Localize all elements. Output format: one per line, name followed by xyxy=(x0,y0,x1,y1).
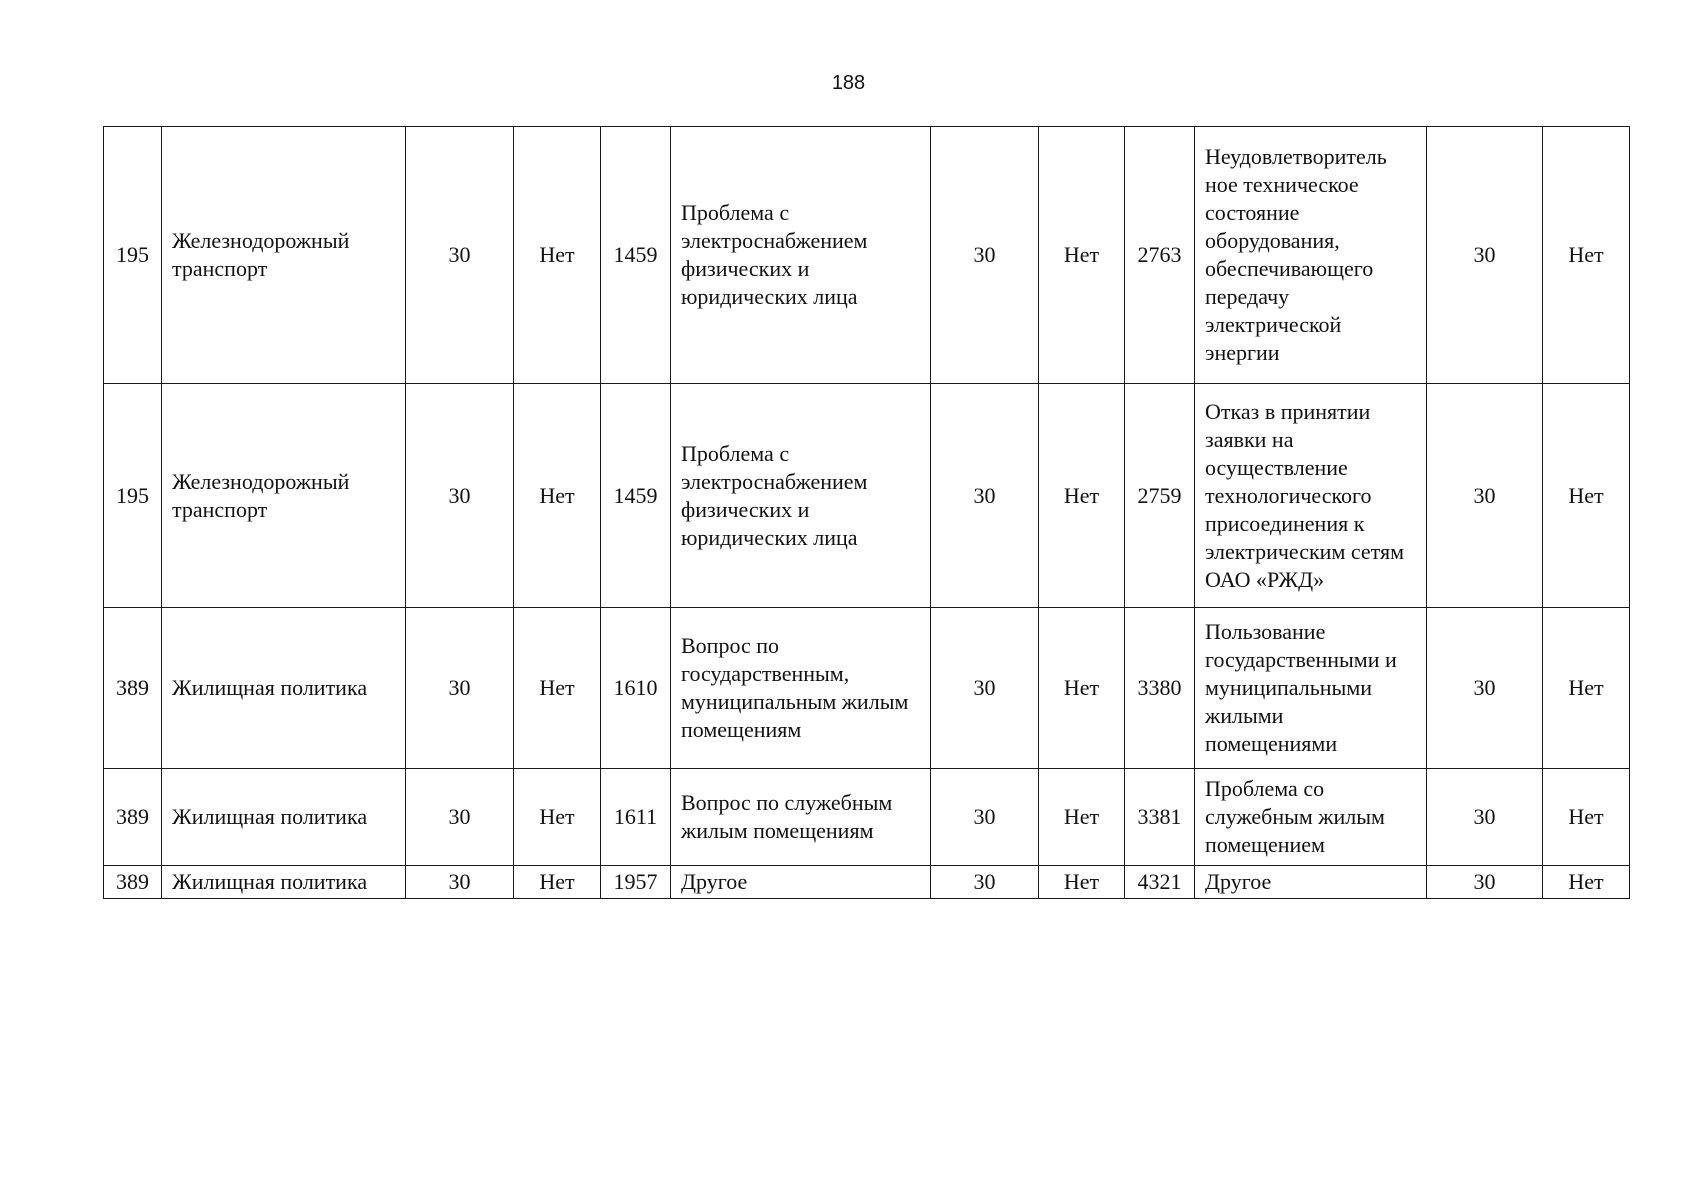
question-days-cell: 30 xyxy=(931,127,1039,384)
subquestion-flag-cell: Нет xyxy=(1543,384,1630,608)
question-days-cell: 30 xyxy=(931,769,1039,866)
subquestion-code-cell: 2759 xyxy=(1125,384,1195,608)
topic-code-cell: 389 xyxy=(104,769,162,866)
subquestion-name-cell: Пользование государственными и муниципальными жилыми помещениями xyxy=(1195,608,1427,769)
table-row xyxy=(104,769,1630,866)
question-name-cell: Проблема с электроснабжением физических и юридических лица xyxy=(671,127,931,384)
subquestion-days-cell: 30 xyxy=(1427,127,1543,384)
subquestion-name-cell: Другое xyxy=(1195,866,1427,899)
subquestion-flag-cell: Нет xyxy=(1543,127,1630,384)
question-code-cell: 1459 xyxy=(601,127,671,384)
question-flag-cell: Нет xyxy=(1039,608,1125,769)
topic-name-cell: Жилищная политика xyxy=(162,608,406,769)
topic-flag-cell: Нет xyxy=(514,866,601,899)
table-row xyxy=(104,866,1630,899)
question-flag-cell: Нет xyxy=(1039,127,1125,384)
subquestion-code-cell: 3381 xyxy=(1125,769,1195,866)
question-days-cell: 30 xyxy=(931,866,1039,899)
subquestion-name-cell: Неудовлетворитель ное техническое состояние оборудования, обеспечивающего передачу электрической энергии xyxy=(1195,127,1427,384)
question-name-cell: Вопрос по государственным, муниципальным жилым помещениям xyxy=(671,608,931,769)
question-name-cell: Проблема с электроснабжением физических и юридических лица xyxy=(671,384,931,608)
question-name-cell: Другое xyxy=(671,866,931,899)
topic-name-cell: Жилищная политика xyxy=(162,866,406,899)
subquestion-code-cell: 4321 xyxy=(1125,866,1195,899)
topic-name-cell: Железнодорожный транспорт xyxy=(162,127,406,384)
question-flag-cell: Нет xyxy=(1039,769,1125,866)
topic-days-cell: 30 xyxy=(406,769,514,866)
table-row xyxy=(104,384,1630,608)
topic-days-cell: 30 xyxy=(406,127,514,384)
subquestion-days-cell: 30 xyxy=(1427,608,1543,769)
subquestion-days-cell: 30 xyxy=(1427,866,1543,899)
page-number: 188 xyxy=(831,72,866,94)
subquestion-code-cell: 3380 xyxy=(1125,608,1195,769)
topic-flag-cell: Нет xyxy=(514,769,601,866)
topic-code-cell: 195 xyxy=(104,384,162,608)
question-code-cell: 1957 xyxy=(601,866,671,899)
table-row xyxy=(104,608,1630,769)
subquestion-flag-cell: Нет xyxy=(1543,769,1630,866)
subquestion-code-cell: 2763 xyxy=(1125,127,1195,384)
question-name-cell: Вопрос по служебным жилым помещениям xyxy=(671,769,931,866)
topic-flag-cell: Нет xyxy=(514,384,601,608)
question-flag-cell: Нет xyxy=(1039,866,1125,899)
topic-code-cell: 195 xyxy=(104,127,162,384)
topic-name-cell: Железнодорожный транспорт xyxy=(162,384,406,608)
subquestion-name-cell: Отказ в принятии заявки на осуществление технологического присоединения к электрическим сетям ОАО «РЖД» xyxy=(1195,384,1427,608)
subquestion-days-cell: 30 xyxy=(1427,769,1543,866)
topic-code-cell: 389 xyxy=(104,608,162,769)
classifier-table xyxy=(103,126,1630,899)
question-code-cell: 1459 xyxy=(601,384,671,608)
subquestion-name-cell: Проблема со служебным жилым помещением xyxy=(1195,769,1427,866)
topic-days-cell: 30 xyxy=(406,384,514,608)
subquestion-flag-cell: Нет xyxy=(1543,866,1630,899)
question-flag-cell: Нет xyxy=(1039,384,1125,608)
topic-flag-cell: Нет xyxy=(514,127,601,384)
subquestion-days-cell: 30 xyxy=(1427,384,1543,608)
subquestion-flag-cell: Нет xyxy=(1543,608,1630,769)
topic-flag-cell: Нет xyxy=(514,608,601,769)
question-code-cell: 1610 xyxy=(601,608,671,769)
question-days-cell: 30 xyxy=(931,384,1039,608)
topic-days-cell: 30 xyxy=(406,866,514,899)
topic-days-cell: 30 xyxy=(406,608,514,769)
topic-name-cell: Жилищная политика xyxy=(162,769,406,866)
topic-code-cell: 389 xyxy=(104,866,162,899)
question-code-cell: 1611 xyxy=(601,769,671,866)
table-row xyxy=(104,127,1630,384)
question-days-cell: 30 xyxy=(931,608,1039,769)
